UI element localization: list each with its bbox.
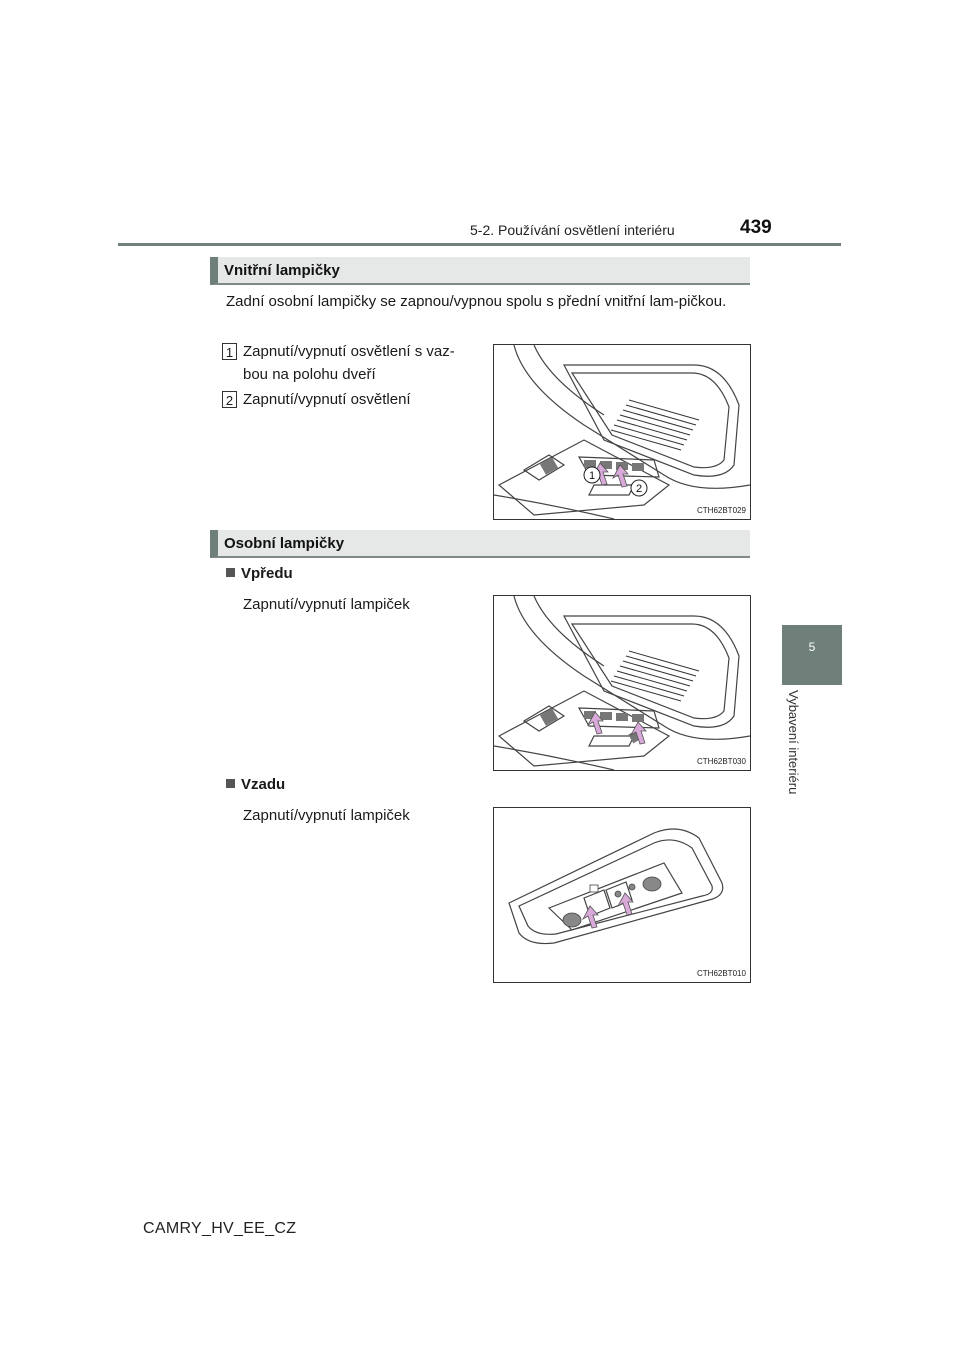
item-badge-2: 2	[222, 391, 237, 408]
figure-code-1: CTH62BT029	[697, 506, 746, 515]
item-badge-1: 1	[222, 343, 237, 360]
item-text-1: Zapnutí/vypnutí osvětlení s vaz-bou na polohu dveří	[243, 343, 455, 383]
intro-paragraph: Zadní osobní lampičky se zapnou/vypnou spolu s přední vnitřní lam-pičkou.	[226, 293, 727, 310]
chapter-number: 5	[808, 640, 816, 654]
figure-code-2: CTH62BT030	[697, 757, 746, 766]
figure-front-lamps	[493, 595, 751, 771]
figure-callout-1: 1	[588, 470, 596, 482]
running-header: 5-2. Používání osvětlení interiéru	[470, 222, 675, 238]
figure-code-3: CTH62BT010	[697, 969, 746, 978]
subheading-rear: Vzadu	[226, 776, 285, 793]
bullet-square-icon	[226, 779, 235, 788]
page-number: 439	[740, 217, 772, 238]
figure-interior-lamps	[493, 344, 751, 520]
model-code-footer: CAMRY_HV_EE_CZ	[143, 1220, 297, 1237]
subheading-front: Vpředu	[226, 565, 293, 582]
item-text-2: Zapnutí/vypnutí osvětlení	[243, 391, 411, 408]
figure-rear-lamps	[493, 807, 751, 983]
bullet-square-icon	[226, 568, 235, 577]
section-title-personal: Osobní lampičky	[224, 535, 345, 552]
section-title-interior: Vnitřní lampičky	[224, 262, 340, 279]
rear-text: Zapnutí/vypnutí lampiček	[243, 807, 410, 824]
chapter-tab	[782, 625, 842, 685]
chapter-label: Vybavení interiéru	[786, 690, 801, 795]
front-text: Zapnutí/vypnutí lampiček	[243, 596, 410, 613]
figure-callout-2: 2	[635, 483, 643, 495]
header-rule	[118, 243, 841, 246]
